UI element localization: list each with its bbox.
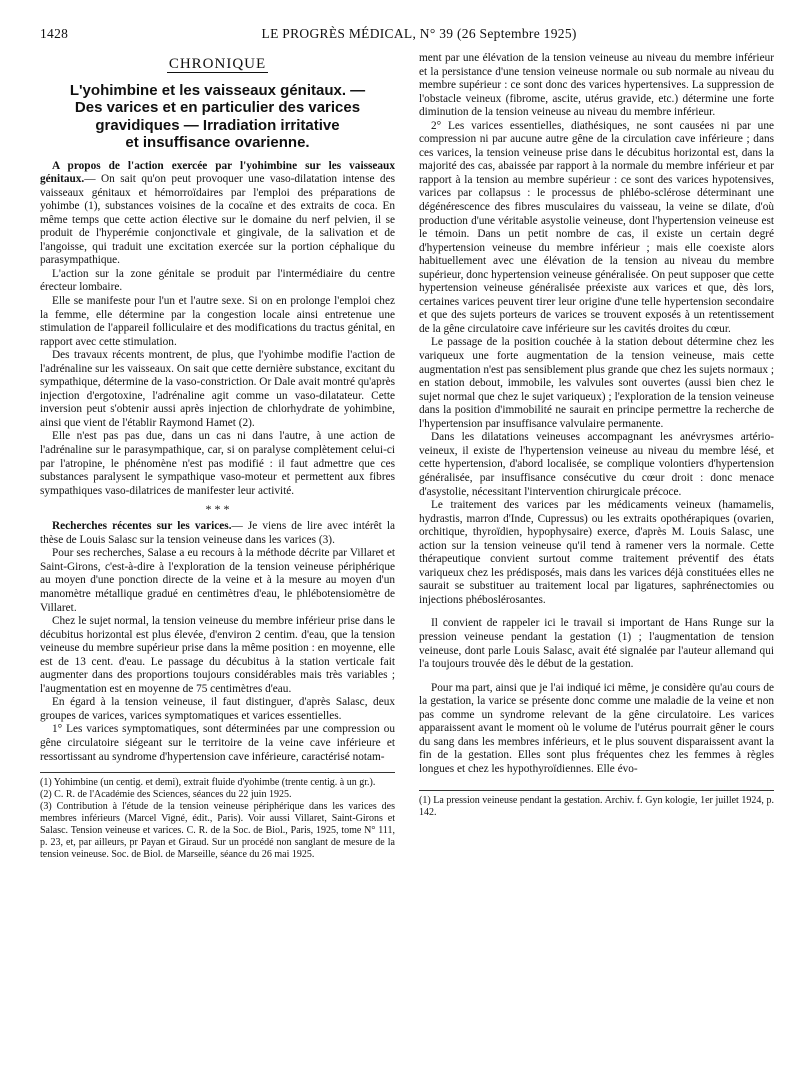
paragraph: Dans les dilatations veineuses accompagnant les anévrysmes artério-veineux, il existe de l'hypertension veineuse au niveau du membre lésé, et cette hypertension, d'abord localisée, se complique volontiers d'hypertension généralisée, par insuffisance consécutive du cœur droit : donc menace d'asystolie, nécessitant l'intervention chirurgicale précoce. <box>419 431 774 498</box>
columns <box>40 52 774 861</box>
footnotes <box>419 790 774 819</box>
section-separator: * * * <box>205 502 230 517</box>
spacer <box>419 672 774 682</box>
footnote: (3) Contribution à l'étude de la tension veineuse périphérique dans les varices des membres inférieurs (Marcel Vigné, édit., Paris). Voir aussi Villaret, Saint-Girons et Salasc. Tension veineuse et varices. C. R. de la Soc. de Biol., Paris, 1925, tome N° 111, p. 23, et, par ailleurs, pr Payan et Giraud. Sur un procédé non sanglant de mesure de la tension veineuse. Soc. de Biol. de Marseille, séance du 26 mai 1925. <box>40 801 395 861</box>
title-line: L'yohimbine et les vaisseaux génitaux. — <box>69 81 366 99</box>
article-title <box>40 82 395 152</box>
footnote: (1) La pression veineuse pendant la gestation. Archiv. f. Gyn kologie, 1er juillet 1924, p. 142. <box>419 795 774 819</box>
footnote: (2) C. R. de l'Académie des Sciences, séances du 22 juin 1925. <box>40 789 292 801</box>
paragraph: Elle n'est pas pas due, dans un cas ni dans l'autre, à une action de l'adrénaline sur le parasympathique, car, si on paralyse complètement celui-ci par l'atropine, le phénomène n'est pas modifié : il faut admettre que ces substances paralysent le sympathique vaso-moteur et permettent aux fibres sympathiques vaso-dilatrices de manifester leur activité. <box>40 430 395 497</box>
running-header <box>40 26 770 42</box>
paragraph: En égard à la tension veineuse, il faut distinguer, d'après Salasc, deux groupes de varices, varices symptomatiques et varices essentielles. <box>40 696 395 722</box>
paragraph: Chez le sujet normal, la tension veineuse du membre inférieur prise dans le décubitus horizontal est plus élevée, d'environ 2 centim. d'eau, que la tension veineuse du membre supérieur prise dans la même position : en moyenne, elle est de 13 cent. d'eau. Le passage du décubitus à la station verticale fait augmenter dans des proportions toujours considérables mais très variables ; l'augmentation est en moyenne de 75 centimètres d'eau. <box>40 615 395 695</box>
journal-title: LE PROGRÈS MÉDICAL, N° 39 (26 Septembre 1925) <box>261 26 577 41</box>
right-column <box>419 52 774 861</box>
spacer <box>419 607 774 617</box>
left-column <box>40 52 395 861</box>
paragraph: Pour ma part, ainsi que je l'ai indiqué ici même, je considère qu'au cours de la gestation, la varice se présente donc comme une maladie de la veine et non pas comme un syndrome relevant de la gêne circulatoire. Les varices apparaissent avant le moment où le volume de l'utérus pourrait gêner le cours du sang dans les membres inférieurs, et le plus souvent disparaissent avant la fin de la gestation. Elles sont plus fréquentes chez les femmes à règles longues et chez les hypothyroïdiennes. Elle évo- <box>419 681 774 775</box>
lead-heading: A propos de l'action exercée par l'yohimbine sur les vaisseaux génitaux. <box>40 159 395 186</box>
paragraph: ment par une élévation de la tension veineuse au niveau du membre inférieur et la persistance d'une tension veineuse normale ou sub normale au niveau du membre supérieur : ce sont donc des varices hypertensives. La suppression de l'obstacle veineux (fibrome, ascite, utérus gravide, etc.) détermine une forte diminution de la tension veineuse au niveau du membre inférieur. <box>419 52 774 119</box>
paragraph: Pour ses recherches, Salase a eu recours à la méthode décrite par Villaret et Saint-Girons, c'est-à-dire à l'exploration de la tension veineuse périphérique au moyen d'une ponction directe de la veine et à la mesure au moyen d'un manomètre métallique gradué en centimètres d'eau, le phlébotensiomètre de Villaret. <box>40 547 395 614</box>
page-number: 1428 <box>40 26 69 41</box>
footnote: (1) Yohimbine (un centig. et demi), extrait fluide d'yohimbe (trente centig. à un gr.). <box>40 777 376 789</box>
paragraph: A propos de l'action exercée par l'yohimbine sur les vaisseaux génitaux.— On sait qu'on peut provoquer une vaso-dilatation intense des vaisseaux génitaux et hémorroïdaires par l'emploi des préparations de yohimbe (1), substances voisines de la cocaïne et des extraits de coca. En même temps que cette action élective sur le domaine du nerf pelvien, il se produit de l'hyperémie conjonctivale et gingivale, de la salivation et de l'angoisse, qui traduit une excitation exercée sur la portion céphalique du parasympathique. <box>40 159 395 267</box>
title-line: et insuffisance ovarienne. <box>125 134 310 152</box>
paragraph: Le traitement des varices par les médicaments veineux (hamamelis, hydrastis, marron d'Inde, Cupressus) ou les extraits opothérapiques (ovarien, orchitique, thyroïdien, hypophysaire) exerce, d'après M. Louis Salasc, une action sur la tension veineuse qu'il tend à ramener vers la normale. Cette thérapeutique convient surtout comme traitement préventif des états variqueux chez les prédisposés, mais dans les varices déjà constituées elles ne saurait se substituer au traitement local par ligatures, saphrénectomies ou injections phéboslérosantes. <box>419 499 774 606</box>
paragraph: 2° Les varices essentielles, diathésiques, ne sont causées ni par une compression ni par aucune autre gêne de la circulation cave inférieure ; dans ces varices, la tension veineuse prise dans le décubitus horizontal est, dans la majorité des cas, abaissée par rapport à la normale du membre inférieur et par rapport à la tension au membre supérieur : ce sont des varices hypotensives, varices par collapsus : le processus de phlébo-sclérose déterminant une dégénérescence des fibres musculaires du vaisseau, la veine se dilate, d'où production d'une véritable asystolie veineuse, dont l'hypertension veineuse est le témoin. Dans un petit nombre de cas, il existe un certain degré d'hypertension veineuse du membre inférieur ; mais elle coexiste alors habituellement avec une élévation de la tension au niveau du membre supérieur, donc hypertension veineuse généralisée. On peut supposer que cette hypertension veineuse généralisée préexiste aux varices et que, dès lors, certaines varices peuvent tirer leur origine d'une telle hypertension secondaire et que des sujets porteurs de varices se trouvent exposés à un retentissement de la gêne circulatoire cave inférieure sur les cavités droites du cœur. <box>419 119 774 335</box>
paragraph: L'action sur la zone génitale se produit par l'intermédiaire du centre érecteur lombaire. <box>40 267 395 294</box>
section-heading: CHRONIQUE <box>168 56 267 72</box>
title-line: gravidiques — Irradiation irritative <box>95 116 340 134</box>
paragraph: Elle se manifeste pour l'un et l'autre sexe. Si on en prolonge l'emploi chez la femme, elle détermine par la congestion locale ainsi entretenue une stimulation de l'appareil folliculaire et des modifications du tractus génital, en rapport avec cette stimulation. <box>40 295 395 348</box>
lead-heading: Recherches récentes sur les varices. <box>52 520 232 533</box>
paragraph: Il convient de rappeler ici le travail si important de Hans Runge sur la pression veineuse pendant la gestation (1) ; l'augmentation de tension veineuse, dont parle Louis Salasc, avait été signalée par l'auteur allemand qui l'a toujours trouvée dès le début de la gestation. <box>419 617 774 671</box>
title-line: Des varices et en particulier des varices <box>74 99 361 117</box>
footnotes <box>40 772 395 861</box>
paragraph: Le passage de la position couchée à la station debout détermine chez les variqueux une forte augmentation de la tension veineuse, mais cette augmentation n'est pas sensiblement plus grande que chez les sujets normaux ; en station debout, immobile, les valvules sont ouvertes (aussi bien chez le sujet normal que chez le sujet variqueux) ; l'exploration de la tension veineuse dans la position d'immobilité ne saurait en principe permettre la recherche de l'hypertension par insuffisance valvulaire permanente. <box>419 336 774 430</box>
paragraph: 1° Les varices symptomatiques, sont déterminées par une compression ou gêne circulatoire siégeant sur le territoire de la veine cave inférieure et ressortissant au syndrome d'hypertension cave inférieure, caractérisé notam- <box>40 723 395 763</box>
paragraph: Des travaux récents montrent, de plus, que l'yohimbe modifie l'action de l'adrénaline sur les vaisseaux. On sait que cette dernière substance, excitant du sympathique, détermine de la vaso-constriction. Or Dale avait montré qu'après injection d'ergotoxine, l'adrénaline agit comme un vaso-dilatateur. Cette inversion peut s'obtenir aussi après injection de chlorhydrate de yohimbine, ainsi que vient de l'établir Raymond Hamet (2). <box>40 349 395 429</box>
paragraph: Recherches récentes sur les varices.— Je viens de lire avec intérêt la thèse de Louis Salasc sur la tension veineuse dans les varices (3). <box>40 520 395 546</box>
